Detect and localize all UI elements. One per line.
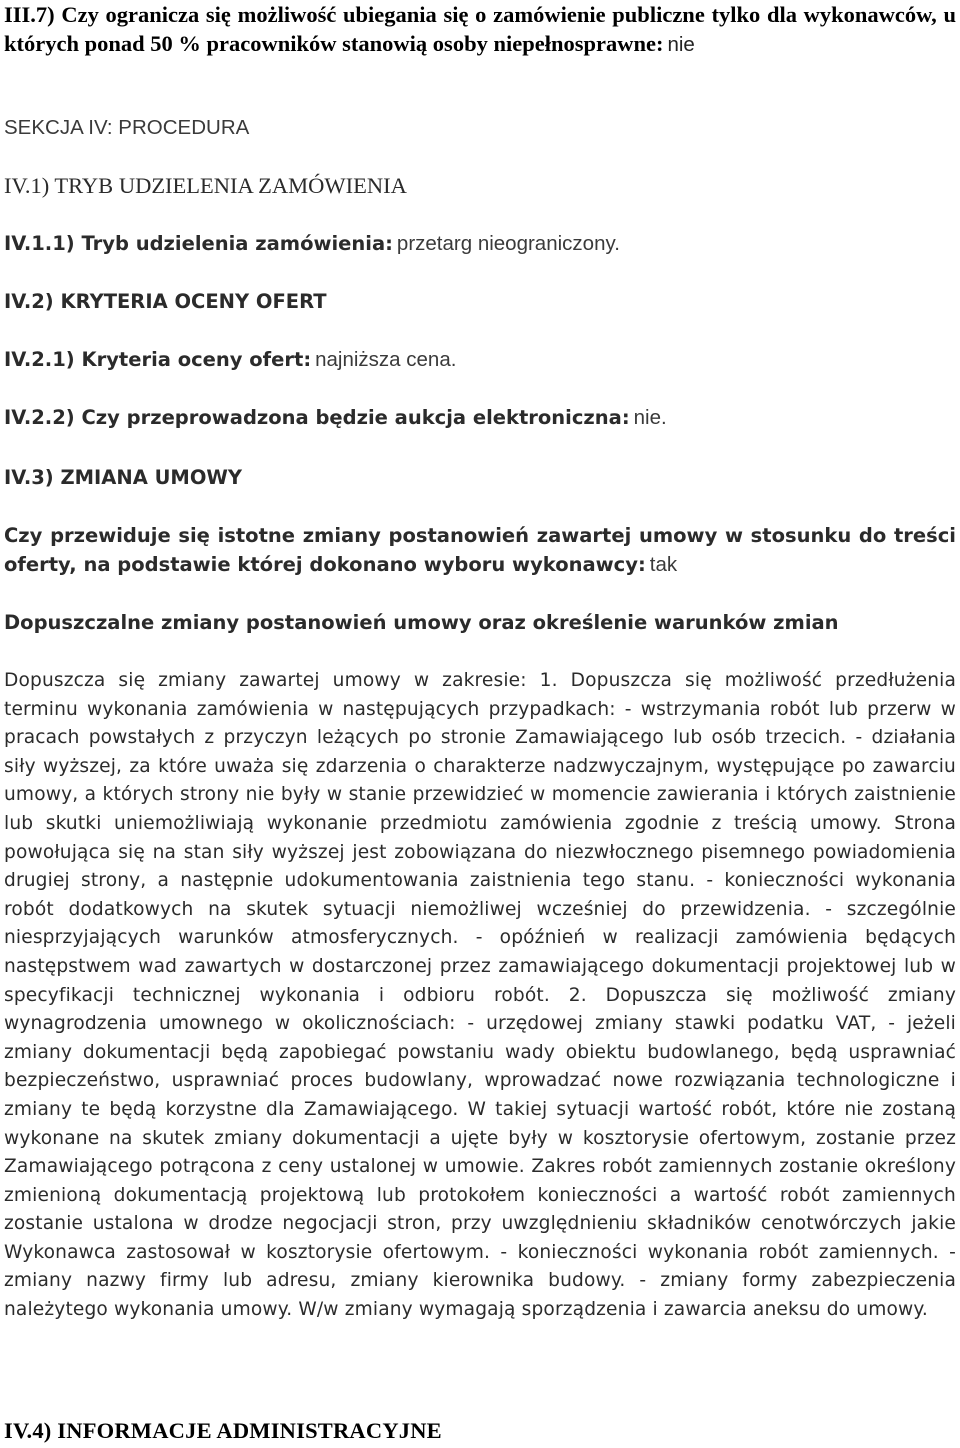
section-iv-2-1 — [4, 345, 956, 374]
section-iv-2-heading — [4, 287, 956, 316]
section-iv-1-heading — [4, 171, 956, 200]
section-iii-7-label: III.7) Czy ogranicza się możliwość ubiegania się o zamówienie publiczne tylko dla wykonawców, u których ponad 50 % pracowników stanowią osoby niepełnosprawne: — [4, 2, 956, 56]
section-iv-3-subheading — [4, 608, 956, 637]
section-iii-7-value: nie — [667, 33, 695, 56]
section-iv-3-title: IV.3) ZMIANA UMOWY — [4, 466, 243, 489]
section-iv-heading — [4, 113, 956, 142]
section-iv-1-title: IV.1) TRYB UDZIELENIA ZAMÓWIENIA — [4, 173, 407, 198]
section-iv-3-question-text: Czy przewiduje się istotne zmiany postanowień zawartej umowy w stosunku do treści oferty, na podstawie której dokonano wyboru wykonawcy: — [4, 524, 956, 576]
section-iv-3-body: Dopuszcza się zmiany zawartej umowy w zakresie: 1. Dopuszcza się możliwość przedłużenia terminu wykonania zamówienia w następujących przypadkach: - wstrzymania robót lub przerw w pracach powstałych z przyczyn leżących po stronie Zamawiającego lub osób trzecich. - działania siły wyższej, za które uważa się zdarzenia o charakterze nadzwyczajnym, występujące po zawarciu umowy, a których strony nie były w stanie przewidzieć w momencie zawierania i których zaistnienie lub skutki uniemożliwiają wykonanie przedmiotu zamówienia zgodnie z treścią umowy. Strona powołująca się na stan siły wyższej jest zobowiązana do niezwłocznego pisemnego powiadomienia drugiej strony, a następnie udokumentowania zaistnienia tego stanu. - konieczności wykonania robót dodatkowych na skutek sytuacji niemożliwej wcześniej do przewidzenia. - szczególnie niesprzyjających warunków atmosferycznych. - opóźnień w realizacji zamówienia będących następstwem wad zawartych w dostarczonej przez zamawiającego dokumentacji projektowej lub w specyfikacji technicznej wykonania i odbioru robót. 2. Dopuszcza się możliwość zmiany wynagrodzenia umownego w okolicznościach: - urzędowej zmiany stawki podatku VAT, - jeżeli zmiany dokumentacji będą zapobiegać powstaniu wady obiektu budowlanego, będą usprawniać bezpieczeństwo, usprawniać proces budowlany, wprowadzać nowe rozwiązania technologiczne i zmiany te będą korzystne dla Zamawiającego. W takiej sytuacji wartość robót, które nie zostaną wykonane na skutek zmiany dokumentacji a ujęte były w kosztorysie ofertowym, zostanie przez Zamawiającego potrącona z ceny ustalonej w umowie. Zakres robót zamiennych zostanie określony zmienioną dokumentacją projektową lub protokołem konieczności a wartość robót zamiennych zostanie ustalona w drodze negocjacji stron, przy uwzględnieniu składników cenotwórczych jakie Wykonawca zastosował w kosztorysie ofertowym. - konieczności wykonania robót zamiennych. - zmiany nazwy firmy lub adresu, zmiany kierownika budowy. - zmiany formy zabezpieczenia należytego wykonania umowy. W/w zmiany wymagają sporządzenia i zawarcia aneksu do umowy. — [4, 670, 956, 1321]
section-iv-2-2 — [4, 403, 956, 432]
section-iv-1-1-label: IV.1.1) Tryb udzielenia zamówienia: — [4, 232, 393, 255]
section-iv-3-heading — [4, 463, 956, 492]
section-iv-4-heading — [4, 1416, 956, 1445]
section-iv-3-subhead-text: Dopuszczalne zmiany postanowień umowy oraz określenie warunków zmian — [4, 611, 839, 634]
section-iv-title: SEKCJA IV: PROCEDURA — [4, 116, 250, 139]
section-iv-2-2-value: nie. — [633, 406, 667, 429]
section-iv-1-1-value: przetarg nieograniczony. — [396, 232, 620, 255]
section-iv-3-answer: tak — [649, 553, 678, 576]
section-iv-2-1-label: IV.2.1) Kryteria oceny ofert: — [4, 348, 312, 371]
section-iv-3-question — [4, 521, 956, 579]
section-iii-7 — [4, 0, 956, 59]
section-iv-1-1 — [4, 229, 956, 258]
section-iv-2-title: IV.2) KRYTERIA OCENY OFERT — [4, 290, 327, 313]
section-iv-2-2-label: IV.2.2) Czy przeprowadzona będzie aukcja elektroniczna: — [4, 406, 630, 429]
section-iv-2-1-value: najniższa cena. — [315, 348, 457, 371]
section-iv-4-title: IV.4) INFORMACJE ADMINISTRACYJNE — [4, 1418, 442, 1443]
